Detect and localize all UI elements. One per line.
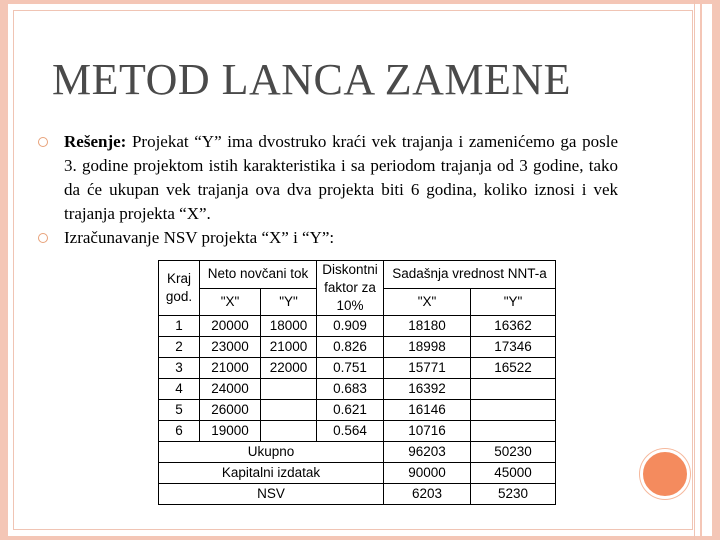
cell-y: 21000 [261,337,317,358]
cell-discount: 0.751 [317,358,384,379]
npv-table [158,260,556,505]
cell-y [261,421,317,442]
bullet-circle-icon [38,137,48,147]
totals-y: 5230 [471,484,556,505]
cell-discount: 0.564 [317,421,384,442]
cell-discount: 0.826 [317,337,384,358]
header-x: "X" [200,288,261,316]
bullet-item-calculation [38,226,618,250]
totals-y: 45000 [471,463,556,484]
bullet-list [38,130,618,250]
totals-x: 96203 [384,442,471,463]
totals-x: 90000 [384,463,471,484]
totals-row-capex [159,463,556,484]
cell-year: 5 [159,400,200,421]
cell-x: 21000 [200,358,261,379]
cell-y: 18000 [261,316,317,337]
cell-pv-y: 16522 [471,358,556,379]
cell-pv-y: 16362 [471,316,556,337]
cell-x: 20000 [200,316,261,337]
cell-y [261,379,317,400]
cell-pv-x: 18998 [384,337,471,358]
cell-pv-y: 17346 [471,337,556,358]
cell-pv-y [471,421,556,442]
decor-line [700,0,702,540]
totals-label: Kapitalni izdatak [159,463,384,484]
slide-title: METOD LANCA ZAMENE [52,55,572,104]
bullet-text: Projekat “Y” ima dvostruko kraći vek trajanja i zamenićemo ga posle 3. godine projektom istih karakteristika i sa periodom trajanja od 3 godine, tako da će ukupan vek trajanja ova dva projekta biti 6 godina, koliko iznosi i vek trajanja projekta “X”. [64,132,618,223]
cell-x: 26000 [200,400,261,421]
bullet-bold-lead: Rešenje: [64,132,127,151]
cell-pv-x: 16392 [384,379,471,400]
cell-year: 2 [159,337,200,358]
header-pv-x: "X" [384,288,471,316]
totals-label: Ukupno [159,442,384,463]
cell-pv-x: 18180 [384,316,471,337]
cell-x: 24000 [200,379,261,400]
totals-y: 50230 [471,442,556,463]
cell-y: 22000 [261,358,317,379]
cell-x: 23000 [200,337,261,358]
cell-year: 4 [159,379,200,400]
table-row [159,358,556,379]
header-year: Kraj god. [159,261,200,316]
cell-pv-y [471,400,556,421]
totals-label: NSV [159,484,384,505]
cell-discount: 0.683 [317,379,384,400]
cell-year: 6 [159,421,200,442]
cell-pv-y [471,379,556,400]
decor-circle [640,449,690,499]
bullet-circle-icon [38,233,48,243]
totals-x: 6203 [384,484,471,505]
header-discount-factor: Diskontni faktor za 10% [317,261,384,316]
header-pv-y: "Y" [471,288,556,316]
table-row [159,421,556,442]
cell-y [261,400,317,421]
table-row [159,337,556,358]
cell-discount: 0.909 [317,316,384,337]
cell-pv-x: 15771 [384,358,471,379]
table-row [159,316,556,337]
decor-line [694,0,695,540]
header-y: "Y" [261,288,317,316]
totals-row-sum [159,442,556,463]
header-net-cash-flow: Neto novčani tok [200,261,317,289]
cell-discount: 0.621 [317,400,384,421]
cell-x: 19000 [200,421,261,442]
table-row [159,379,556,400]
cell-pv-x: 10716 [384,421,471,442]
header-present-value: Sadašnja vrednost NNT-a [384,261,556,289]
cell-pv-x: 16146 [384,400,471,421]
table-row [159,400,556,421]
bullet-item-solution [38,130,618,226]
totals-row-npv [159,484,556,505]
cell-year: 1 [159,316,200,337]
bullet-text: Izračunavanje NSV projekta “X” i “Y”: [64,228,335,247]
cell-year: 3 [159,358,200,379]
